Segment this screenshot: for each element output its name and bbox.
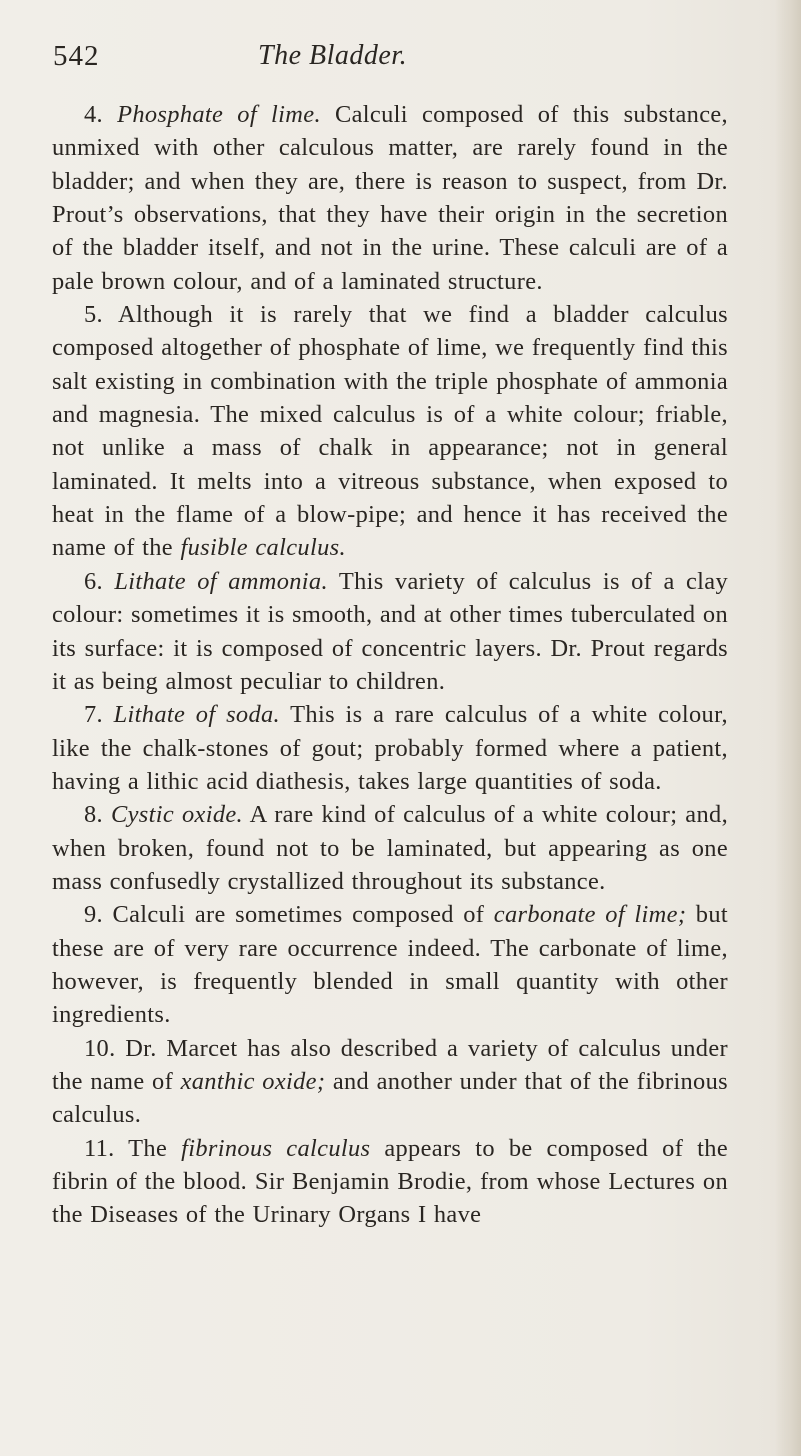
paragraph-11 bbox=[52, 1132, 728, 1232]
paragraph-term: fibrinous calculus bbox=[181, 1134, 371, 1162]
page-edge-shadow bbox=[775, 0, 801, 1456]
paragraph-term: Lithate of ammonia. bbox=[114, 567, 328, 595]
paragraph-text: A rare kind of calculus of a white colour; and, when broken, found not to be laminated, but appearing as one mass confusedly crystallized throughout its substance. bbox=[52, 801, 729, 895]
body-text bbox=[52, 98, 728, 1232]
paragraph-text: This variety of calculus is of a clay colour: sometimes it is smooth, and at other times tuberculated on its surface: it is composed of concentric layers. Dr. Prout regards it as being almost peculiar to children. bbox=[52, 567, 729, 695]
paragraph-term: Lithate of soda. bbox=[113, 701, 281, 729]
paragraph-text: Dr. Marcet has also described a variety of calculus under the name of bbox=[52, 1034, 728, 1095]
page-number: 542 bbox=[53, 40, 100, 72]
paragraph-text: Calculi composed of this substance, unmixed with other calculous matter, are rarely found in the bladder; and when they are, there is reason to suspect, from Dr. Prout’s observations, that they have their origin in the secretion of the bladder itself, and not in the urine. These calculi are of a pale brown colour, and of a laminated structure. bbox=[52, 101, 728, 295]
paragraph-10 bbox=[52, 1032, 728, 1132]
paragraph-number: 10. bbox=[84, 1034, 116, 1062]
paragraph-number: 9. bbox=[84, 901, 103, 929]
paragraph-term: Cystic oxide. bbox=[110, 801, 244, 829]
paragraph-4 bbox=[52, 98, 728, 298]
paragraph-text-after: but these are of very rare occurrence indeed. The carbonate of lime, however, is frequently blended in small quantity with other ingredients. bbox=[52, 901, 728, 1029]
paragraph-number: 7. bbox=[84, 701, 103, 729]
paragraph-text: This is a rare calculus of a white colour, like the chalk-stones of gout; probably formed where a patient, having a lithic acid diathesis, takes large quantities of soda. bbox=[52, 701, 729, 795]
paragraph-text: Calculi are sometimes composed of bbox=[103, 901, 494, 929]
paragraph-term: xanthic oxide; bbox=[180, 1067, 326, 1095]
paragraph-9 bbox=[52, 898, 728, 1031]
paragraph-term: fusible calculus. bbox=[180, 534, 346, 562]
paragraph-8 bbox=[52, 798, 728, 898]
paragraph-6 bbox=[52, 565, 728, 698]
paragraph-number: 8. bbox=[84, 801, 103, 829]
paragraph-text: Although it is rarely that we find a bladder calculus composed altogether of phosphate of lime, we frequently find this salt existing in combination with the triple phosphate of ammonia and magnesia. The mixed calculus is of a white colour; friable, not unlike a mass of chalk in appearance; not in general laminated. It melts into a vitreous substance, when exposed to heat in the flame of a blow-pipe; and hence it has received the name of the bbox=[52, 301, 728, 562]
page-header bbox=[53, 40, 713, 84]
paragraph-text-after: appears to be composed of the fibrin of the blood. Sir Benjamin Brodie, from whose Lectures on the Diseases of the Urinary Organs I have bbox=[52, 1134, 728, 1229]
paragraph-text: The bbox=[114, 1134, 182, 1162]
paragraph-term: carbonate of lime; bbox=[493, 901, 687, 929]
paragraph-number: 4. bbox=[84, 101, 103, 128]
paragraph-number: 6. bbox=[84, 567, 103, 595]
paragraph-number: 5. bbox=[84, 301, 103, 329]
paragraph-5 bbox=[52, 298, 728, 565]
paragraph-number: 11. bbox=[84, 1134, 115, 1162]
paragraph-term: Phosphate of lime. bbox=[117, 101, 321, 128]
running-title: The Bladder. bbox=[258, 40, 408, 71]
paragraph-7 bbox=[52, 698, 728, 798]
paragraph-text-after: and another under that of the fibrinous calculus. bbox=[52, 1067, 728, 1129]
